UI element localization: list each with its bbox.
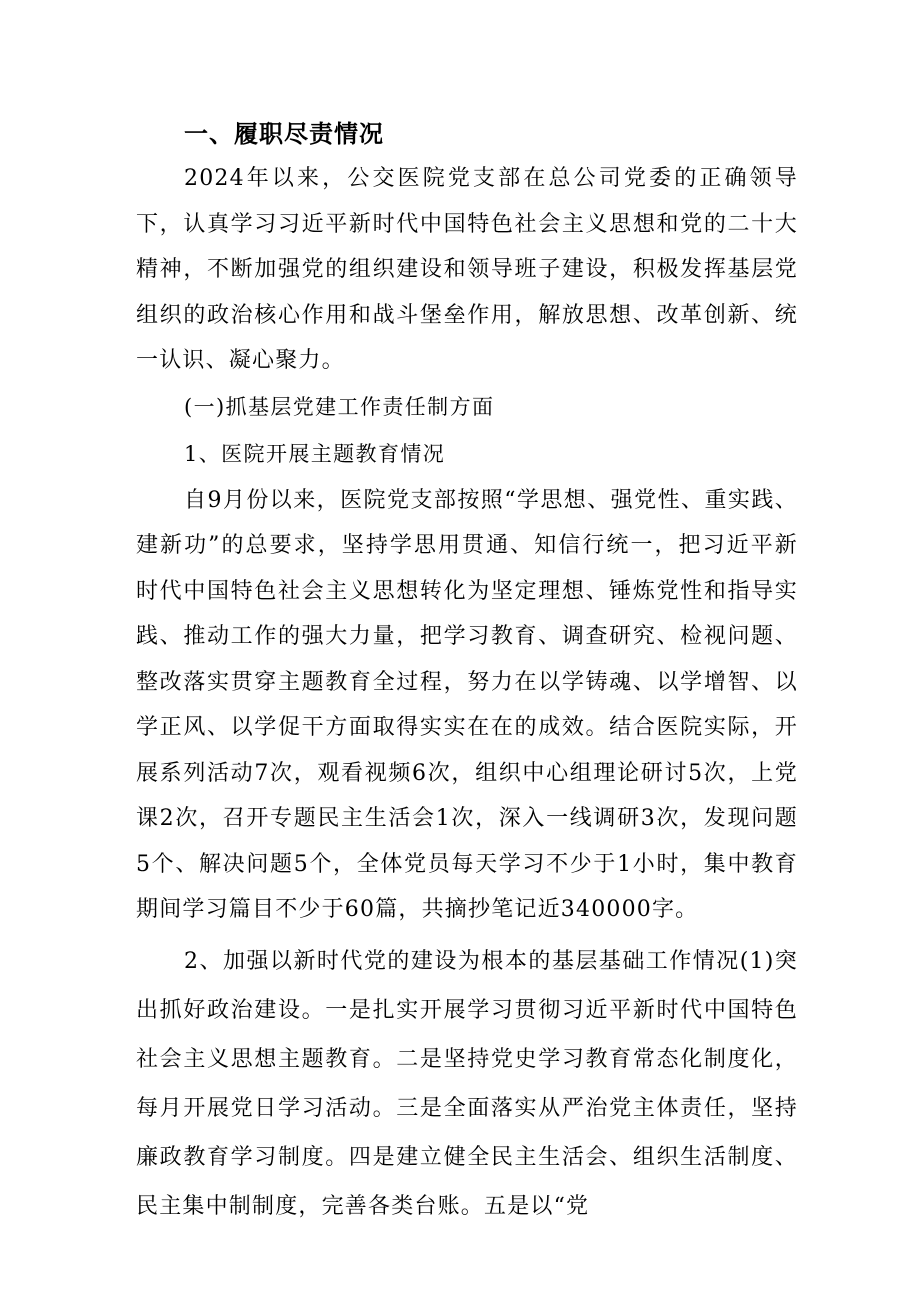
education-paragraph: 自9月份以来，医院党支部按照“学思想、强党性、重实践、建新功”的总要求，坚持学思用贯通、知信行统一，把习近平新时代中国特色社会主义思想转化为坚定理想、锤炼党性和指导实践、推动工作的强大力量，把学习教育、调查研究、检视问题、整改落实贯穿主题教育全过程，努力在以学铸魂、以学增智、以学正风、以学促干方面取得实实在在的成效。结合医院实际，开展系列活动7次，观看视频6次，组织中心组理论研讨5次，上党课2次，召开专题民主生活会1次，深入一线调研3次，发现问题5个、解决问题5个，全体党员每天学习不少于1小时，集中教育期间学习篇目不少于60篇，共摘抄笔记近340000字。 (136, 487, 798, 922)
subsection-heading: (一)抓基层党建工作责任制方面 (184, 394, 495, 419)
section-heading: 一、履职尽责情况 (184, 120, 384, 148)
document-body (136, 112, 798, 1231)
party-building-paragraph: 2、加强以新时代党的建设为根本的基层基础工作情况(1)突出抓好政治建设。一是扎实开展学习贯彻习近平新时代中国特色社会主义思想主题教育。二是坚持党史学习教育常态化制度化，每月开展党日学习活动。三是全面落实从严治党主体责任，坚持廉政教育学习制度。四是建立健全民主生活会、组织生活制度、民主集中制制度，完善各类台账。五是以“党 (136, 948, 798, 1219)
item-heading-1: 1、医院开展主题教育情况 (184, 441, 446, 466)
intro-paragraph: 2024年以来，公交医院党支部在总公司党委的正确领导下，认真学习习近平新时代中国特色社会主义思想和党的二十大精神，不断加强党的组织建设和领导班子建设，积极发挥基层党组织的政治核心作用和战斗堡垒作用，解放思想、改革创新、统一认识、凝心聚力。 (136, 166, 798, 373)
